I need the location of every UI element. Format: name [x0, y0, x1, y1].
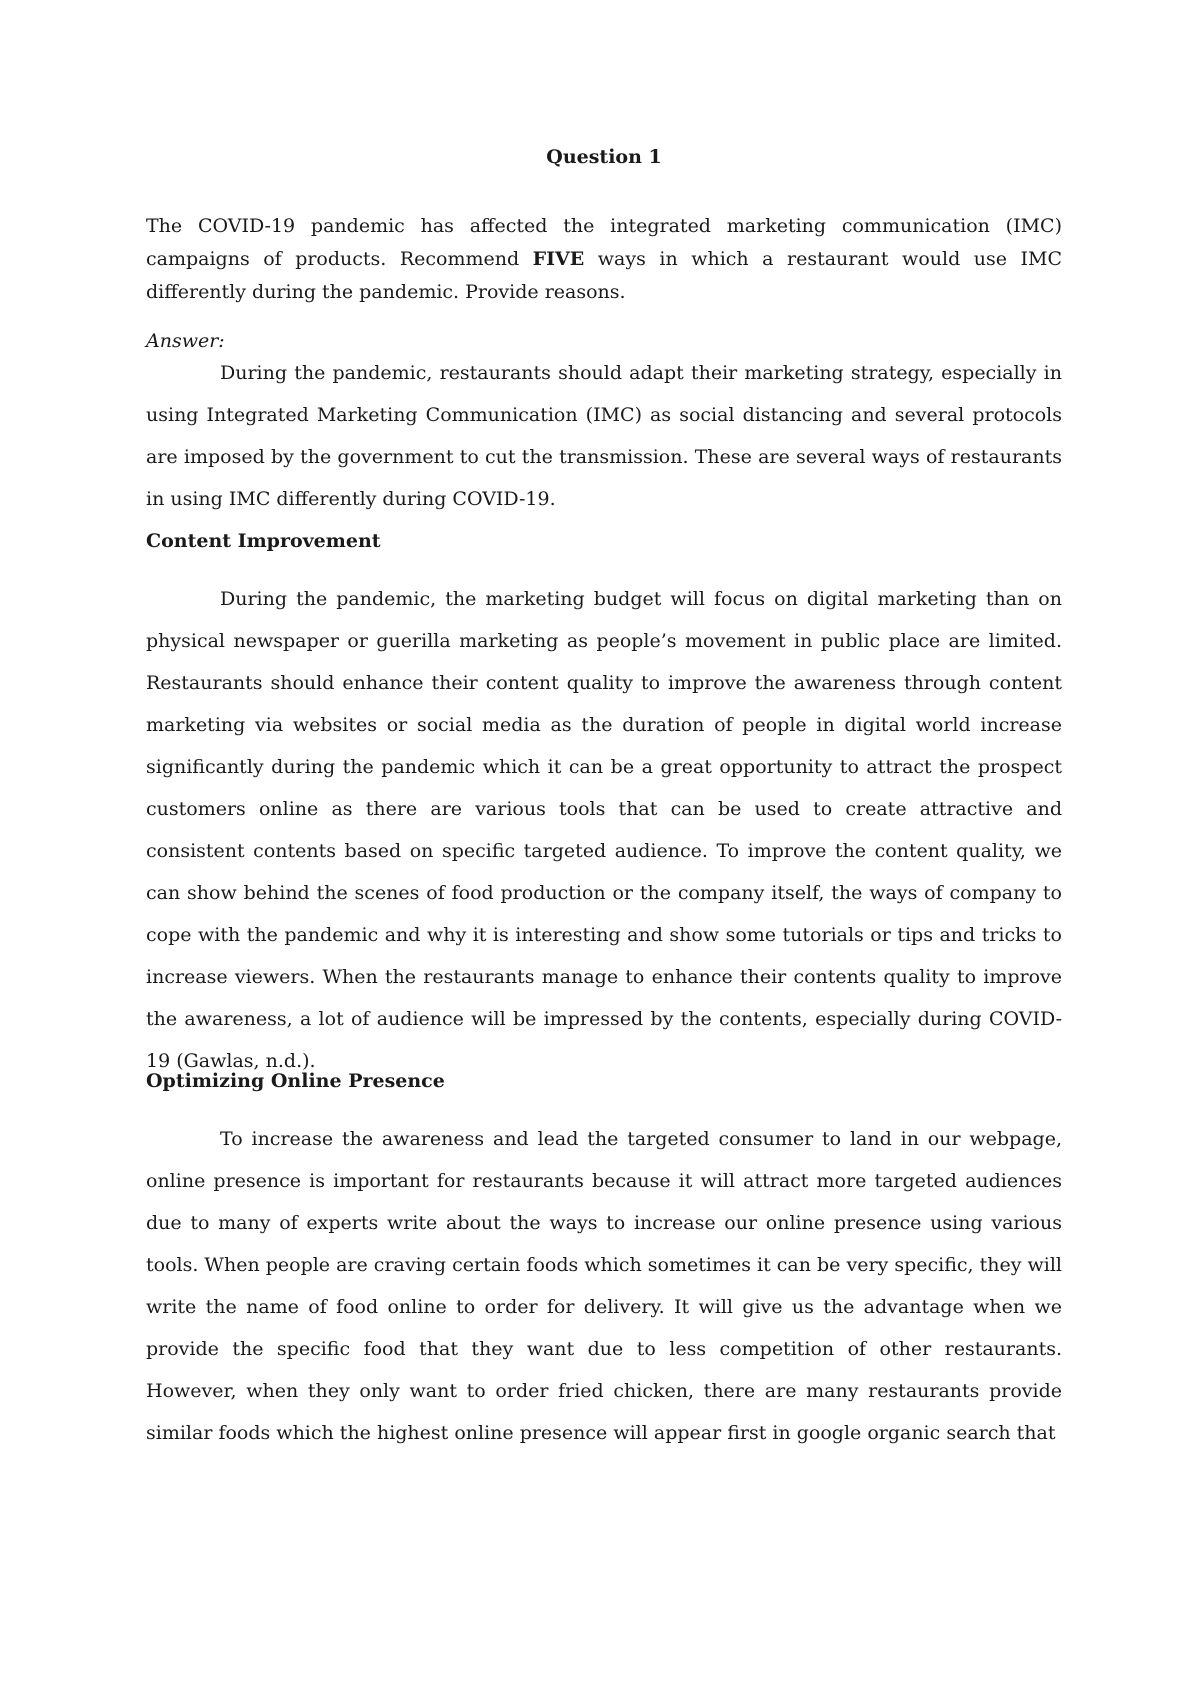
question-text-pre: The COVID-19 pandemic has affected the integrated marketing communication (IMC) campaigns of products. Recommend: [146, 215, 1062, 270]
section-body-content-improvement: During the pandemic, the marketing budget will focus on digital marketing than on physical newspaper or guerilla marketing as people’s movement in public place are limited. Restaurants should enhance their content quality to improve the awareness through content marketing via websites or social media as the duration of people in digital world increase significantly during the pandemic which it can be a great opportunity to attract the prospect customers online as there are various tools that can be used to create attractive and consistent contents based on specific targeted audience. To improve the content quality, we can show behind the scenes of food production or the company itself, the ways of company to cope with the pandemic and why it is interesting and show some tutorials or tips and tricks to increase viewers. When the restaurants manage to enhance their contents quality to improve the awareness, a lot of audience will be impressed by the contents, especially during COVID-19 (Gawlas, n.d.).: [146, 588, 1062, 1072]
question-text: [146, 210, 1062, 309]
question-text-post: ways in which a restaurant would use IMC differently during the pandemic. Provide reasons.: [146, 248, 1062, 303]
section-heading-online-presence: Optimizing Online Presence: [146, 1070, 445, 1092]
section-heading-content-improvement: Content Improvement: [146, 530, 381, 552]
section-body-online-presence: To increase the awareness and lead the targeted consumer to land in our webpage, online presence is important for restaurants because it will attract more targeted audiences due to many of experts write about the ways to increase our online presence using various tools. When people are craving certain foods which sometimes it can be very specific, they will write the name of food online to order for delivery. It will give us the advantage when we provide the specific food that they want due to less competition of other restaurants. However, when they only want to order fried chicken, there are many restaurants provide similar foods which the highest online presence will appear first in google organic search that: [146, 1128, 1062, 1444]
question-title: Question 1: [546, 146, 662, 168]
intro-paragraph: During the pandemic, restaurants should adapt their marketing strategy, especially in using Integrated Marketing Communication (IMC) as social distancing and several protocols are imposed by the government to cut the transmission. These are several ways of restaurants in using IMC differently during COVID-19.: [146, 362, 1062, 510]
answer-label: Answer:: [146, 330, 225, 352]
question-emphasis: FIVE: [532, 248, 585, 270]
